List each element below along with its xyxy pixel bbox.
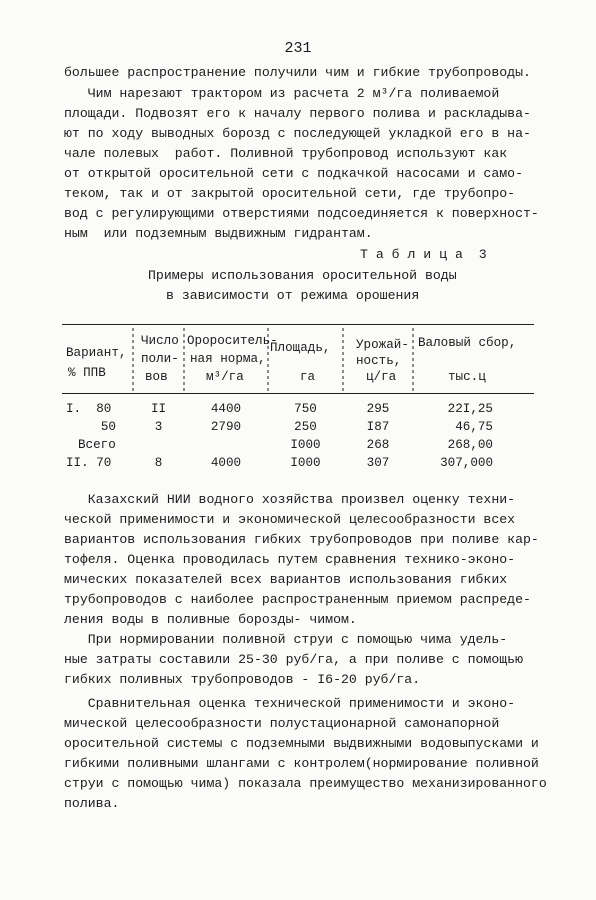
header-area: га xyxy=(300,370,316,384)
cell-total: 22I,25 xyxy=(447,402,493,416)
cell-count: II xyxy=(150,402,167,416)
text-line: мической целесообразности полустационарной самонапорной xyxy=(64,716,500,731)
cell-yield: I87 xyxy=(366,420,390,434)
text-line: вод с регулирующими отверстиями подсоединяется к поверхност- xyxy=(64,206,539,221)
text-line: струи с помощью чима) показала преимущество механизированного xyxy=(64,776,547,791)
text-line: тофеля. Оценка проводилась путем сравнения технико-эконо- xyxy=(64,552,516,567)
cell-count: 3 xyxy=(154,420,163,434)
text-line: ют по ходу выводных борозд с последующей укладкой его в на- xyxy=(64,126,531,141)
header-variant: % ППВ xyxy=(68,366,106,380)
text-line: от открытой оросительной сети с подкачкой насосами и само- xyxy=(64,166,523,181)
text-line: трубопроводов с наиболее распространенным приемом распреде- xyxy=(64,592,531,607)
text-line: Сравнительная оценка технической применимости и эконо- xyxy=(64,696,516,711)
text-line: большее распространение получили чим и гибкие трубопроводы. xyxy=(64,65,531,80)
header-total: Валовый сбор, xyxy=(418,336,517,350)
text-line: гибких поливных трубопроводов - I6-20 руб/га. xyxy=(64,672,421,687)
header-count: вов xyxy=(145,370,168,384)
text-line: теком, так и от закрытой оросительной сети, где трубопро- xyxy=(64,186,516,201)
cell-area: I000 xyxy=(290,456,321,470)
cell-area: 250 xyxy=(294,420,317,434)
text-line: полива. xyxy=(64,796,120,811)
header-variant: Вариант, xyxy=(66,346,127,360)
cell-total: 268,00 xyxy=(447,438,493,452)
cell-variant: II. 70 xyxy=(66,456,112,470)
cell-count: 8 xyxy=(154,456,163,470)
cell-yield: 307 xyxy=(366,456,390,470)
cell-variant: 50 xyxy=(100,420,116,434)
header-norm: м³/га xyxy=(206,370,244,384)
text-line: площади. Подвозят его к началу первого полива и раскладыва- xyxy=(64,106,531,121)
header-yield: ность, xyxy=(356,354,402,368)
text-line: ным или подземным выдвижным гидрантам. xyxy=(64,226,373,241)
cell-total: 307,000 xyxy=(440,456,493,470)
table-title-line2: в зависимости от режима орошения xyxy=(166,288,420,303)
cell-area: 750 xyxy=(294,402,317,416)
text-line: мических показателей всех вариантов использования гибких xyxy=(64,572,508,587)
header-area: Площадь, xyxy=(270,341,331,355)
cell-yield: 268 xyxy=(366,438,390,452)
page-number: 231 xyxy=(284,40,312,57)
text-line: чале полевых работ. Поливной трубопровод используют как xyxy=(64,146,508,161)
table-label: Т а б л и ц а 3 xyxy=(360,247,487,262)
table-title-line1: Примеры использования оросительной воды xyxy=(148,268,457,283)
cell-norm: 4000 xyxy=(210,456,242,470)
header-norm: Оророситель- xyxy=(187,334,278,348)
text-line: При нормировании поливной струи с помощью чима удель- xyxy=(64,632,508,647)
table-header-rule xyxy=(62,393,534,394)
cell-area: I000 xyxy=(290,438,321,452)
text-line: ные затраты составили 25-30 руб/га, а при поливе с помощью xyxy=(64,652,523,667)
cell-variant: I. 80 xyxy=(66,402,112,416)
cell-total: 46,75 xyxy=(455,420,493,434)
text-line: оросительной системы с подземными выдвижными водовыпусками и xyxy=(64,736,539,751)
header-yield: Урожай- xyxy=(356,338,409,352)
cell-norm: 4400 xyxy=(210,402,242,416)
header-yield: ц/га xyxy=(366,370,397,384)
header-norm: ная норма, xyxy=(190,352,266,366)
text-line: вариантов использования гибких трубопроводов при поливе кар- xyxy=(64,532,539,547)
header-total: тыс.ц xyxy=(448,370,486,384)
header-count: поли- xyxy=(141,352,179,366)
cell-norm: 2790 xyxy=(210,420,242,434)
text-line: Казахский НИИ водного хозяйства произвел оценку техни- xyxy=(64,492,516,507)
cell-yield: 295 xyxy=(366,402,390,416)
text-line: ления воды в поливные борозды- чимом. xyxy=(64,612,357,627)
header-count: Число xyxy=(141,334,179,348)
cell-variant: Всего xyxy=(78,438,116,452)
text-line: Чим нарезают трактором из расчета 2 м³/га поливаемой xyxy=(64,86,500,101)
text-line: ческой применимости и экономической целесообразности всех xyxy=(64,512,516,527)
text-line: гибкими поливными шлангами с контролем(нормирование поливной xyxy=(64,756,539,771)
